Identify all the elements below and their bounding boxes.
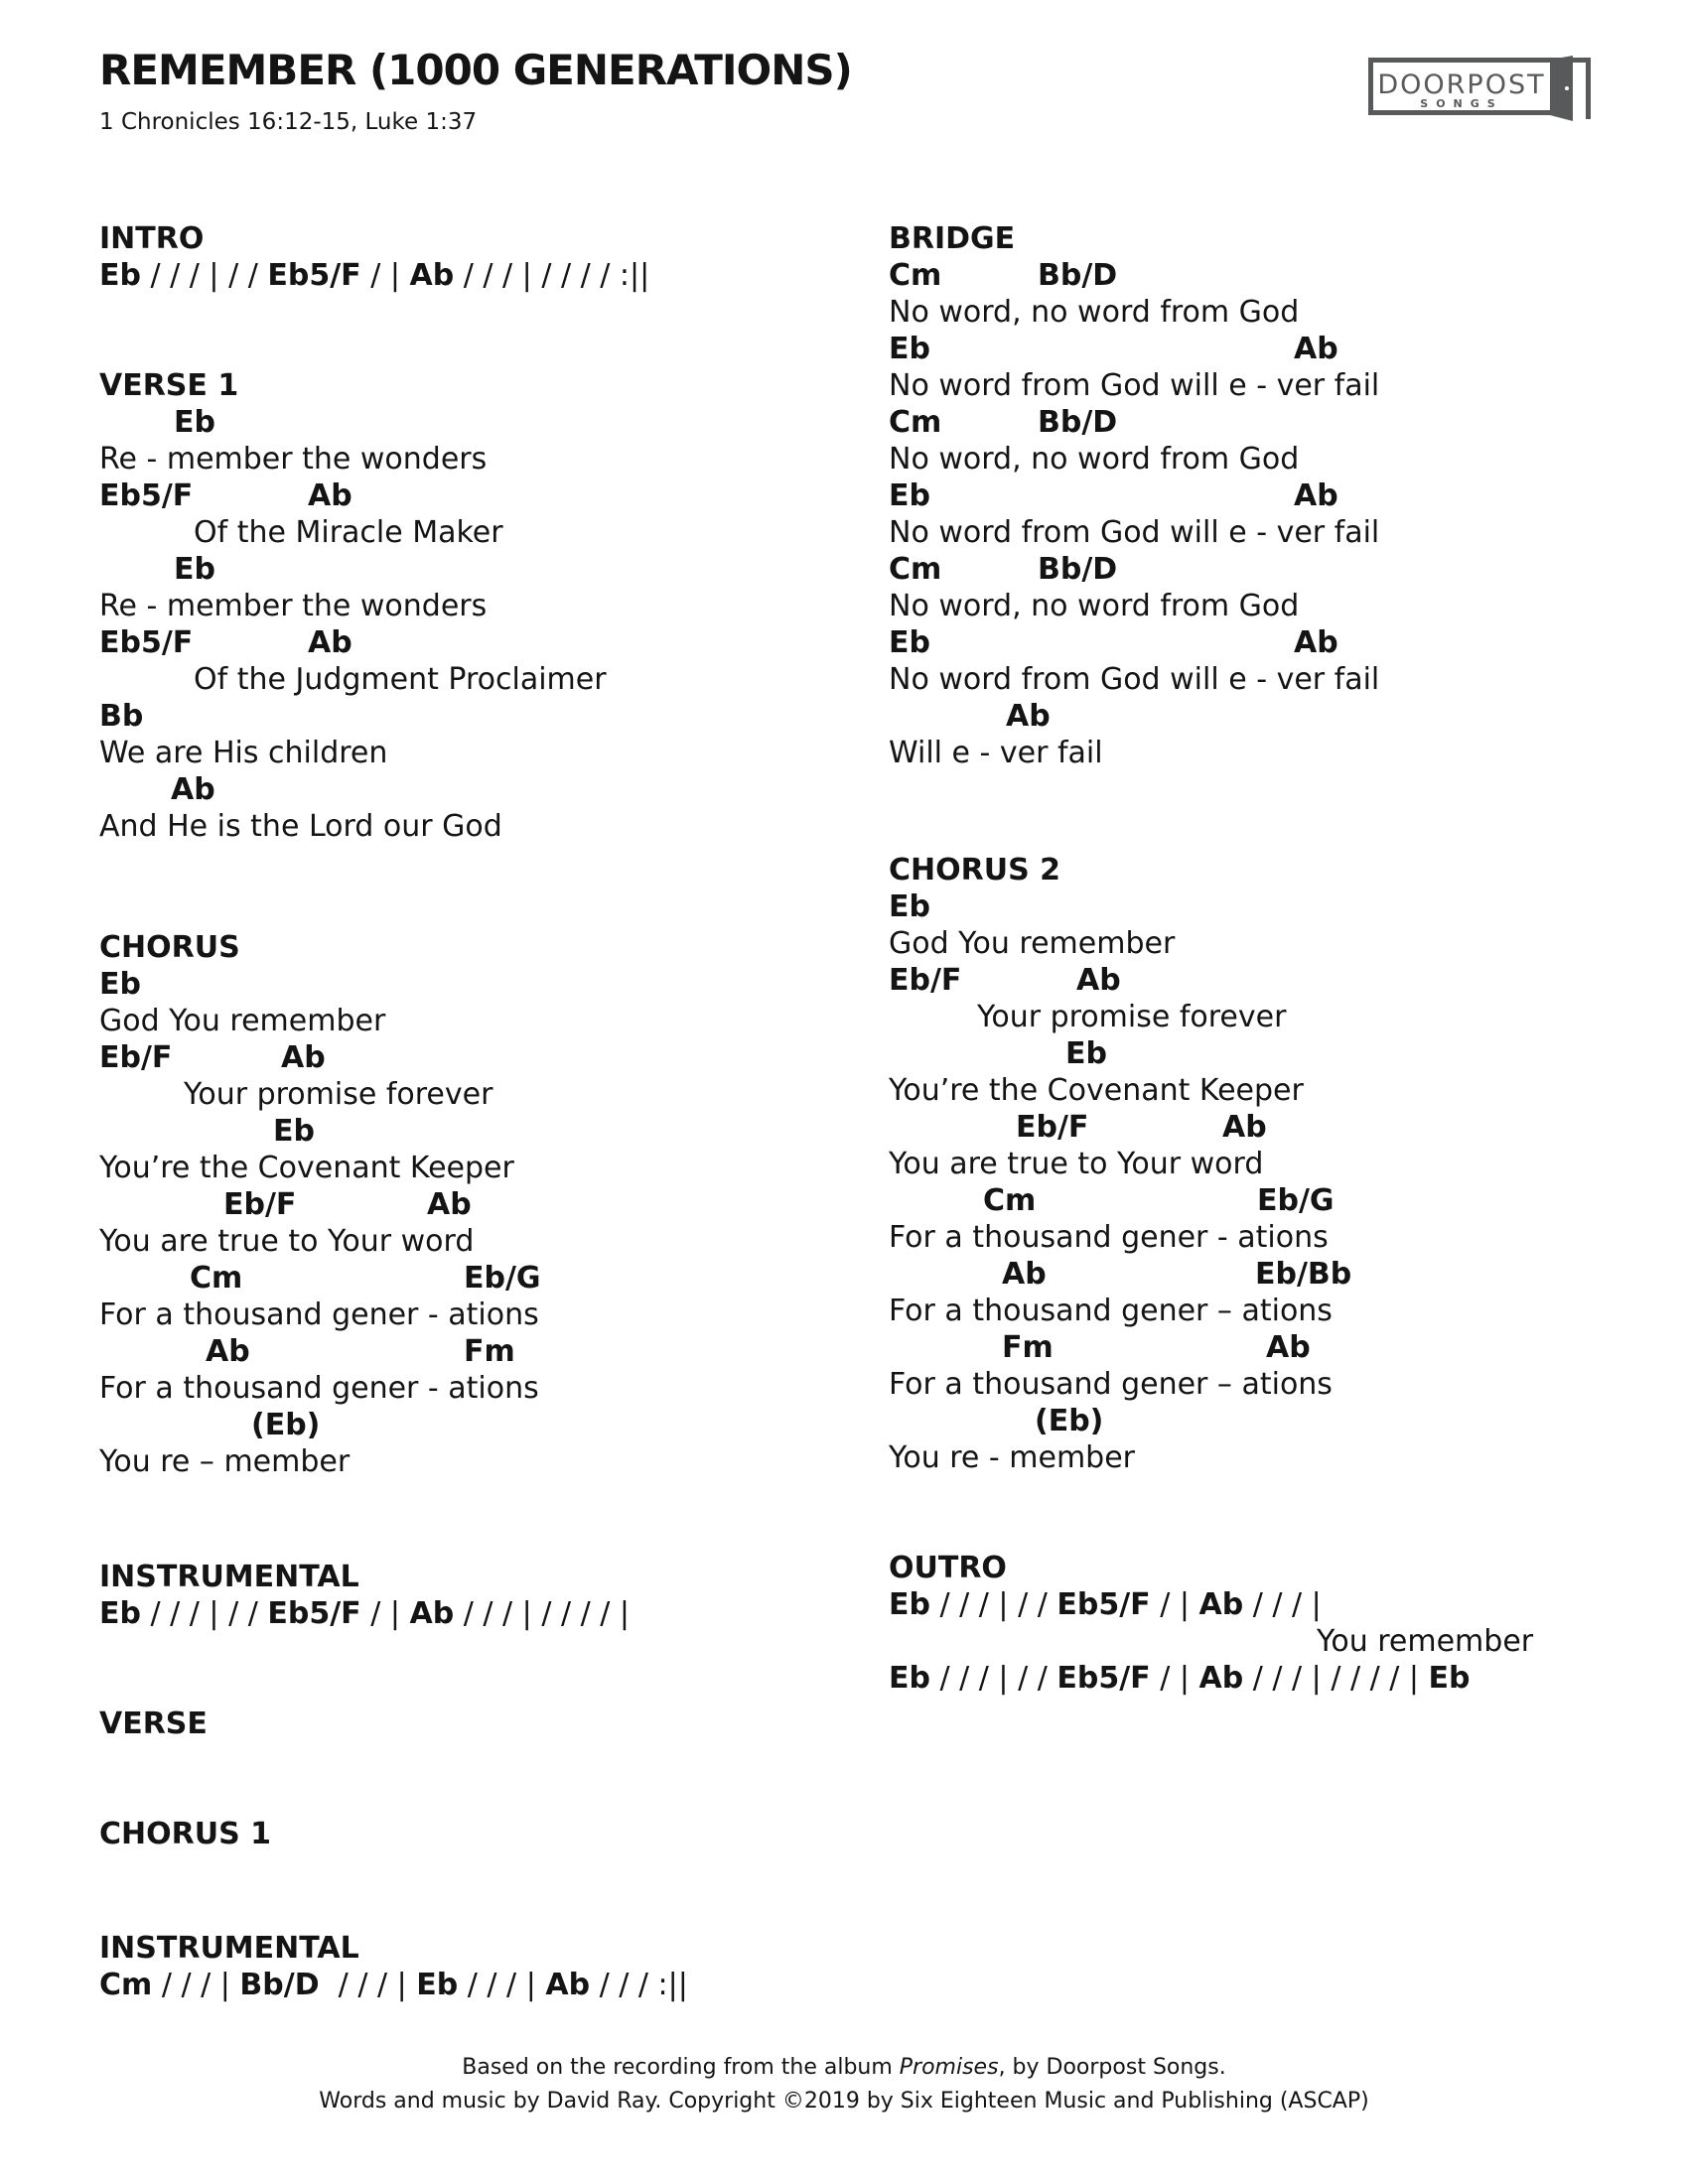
chord: Eb	[889, 1587, 930, 1622]
chord: (Eb)	[251, 1408, 321, 1442]
lyric: You are true to Your word	[889, 1147, 1264, 1181]
lyric-line	[889, 514, 1663, 551]
lyric: For a thousand gener - ations	[99, 1371, 539, 1406]
song-title: REMEMBER (1000 GENERATIONS)	[99, 46, 852, 94]
section-heading: VERSE	[99, 1706, 208, 1741]
chord: Cm	[983, 1183, 1037, 1218]
chord-rhythm-line	[889, 1660, 1663, 1697]
chord: Fm	[1002, 1330, 1054, 1365]
chord: Ab	[1222, 1110, 1267, 1145]
chord-line	[889, 698, 1663, 735]
lyric: You’re the Covenant Keeper	[99, 1151, 514, 1185]
footer-text: , by Doorpost Songs.	[998, 2055, 1226, 2080]
chord: Eb5/F	[99, 478, 194, 513]
lyric: Re - member the wonders	[99, 442, 488, 477]
chord: Eb	[889, 889, 930, 924]
chord: Eb/G	[464, 1261, 541, 1296]
lyric-line	[99, 1076, 874, 1113]
chord-line	[889, 1109, 1663, 1146]
chord: Eb	[273, 1114, 315, 1149]
chord: Bb/D	[1038, 258, 1118, 293]
lyric-line	[889, 1366, 1663, 1403]
rhythm-slashes: / / / | / /	[929, 1587, 1057, 1622]
lyric-line	[889, 294, 1663, 331]
chord-line	[889, 404, 1663, 441]
chord: Ab	[1076, 963, 1121, 998]
rhythm-slashes: / / / | / / / / :||	[454, 258, 650, 293]
chord: Ab	[427, 1187, 472, 1222]
lyric: For a thousand gener - ations	[889, 1220, 1329, 1255]
chord: Ab	[1294, 478, 1338, 513]
chord: Eb	[889, 478, 930, 513]
chord-line	[889, 888, 1663, 925]
logo-subtext: SONGS	[1420, 97, 1503, 110]
lyric-line	[889, 441, 1663, 478]
chord-line	[889, 1403, 1663, 1439]
song-section	[99, 220, 874, 294]
chord: Cm	[99, 1968, 153, 2002]
rhythm-slashes: / / / |	[152, 1968, 240, 2002]
chord: Fm	[464, 1334, 515, 1369]
song-section	[99, 1816, 874, 1852]
song-section	[99, 929, 874, 1480]
chord: Eb/Bb	[1255, 1257, 1352, 1292]
song-section	[99, 1706, 874, 1742]
lyric: No word from God will e - ver fail	[889, 662, 1380, 697]
lyric: For a thousand gener – ations	[889, 1294, 1333, 1328]
lyric-line	[99, 514, 874, 551]
rhythm-slashes: / / / :||	[590, 1968, 688, 2002]
chord: Eb	[889, 625, 930, 660]
section-heading: VERSE 1	[99, 368, 239, 403]
lyric: No word, no word from God	[889, 442, 1300, 477]
chord-line	[99, 771, 874, 808]
rhythm-slashes: / / / |	[1243, 1587, 1322, 1622]
chord: Eb5/F	[1056, 1587, 1151, 1622]
chord: Eb	[889, 332, 930, 366]
chord: Eb5/F	[99, 625, 194, 660]
chord-line	[889, 1256, 1663, 1293]
section-heading: INSTRUMENTAL	[99, 1560, 359, 1594]
chord: Bb	[99, 699, 144, 734]
chord: Eb/F	[1016, 1110, 1089, 1145]
chord: Ab	[1198, 1661, 1244, 1696]
chord: Ab	[281, 1040, 326, 1075]
rhythm-slashes: / |	[360, 1596, 410, 1631]
lyric: No word from God will e - ver fail	[889, 368, 1380, 403]
chord-line	[99, 624, 874, 661]
lyric-line	[99, 1370, 874, 1407]
rhythm-slashes: / / / | / /	[140, 258, 268, 293]
chord: Ab	[1002, 1257, 1047, 1292]
lyric-line	[99, 1443, 874, 1480]
chord-rhythm-line	[99, 1595, 874, 1632]
lyric-line	[889, 1146, 1663, 1182]
lyric: No word, no word from God	[889, 295, 1300, 330]
chord: Cm	[190, 1261, 243, 1296]
rhythm-slashes: / / / |	[319, 1968, 417, 2002]
lyric: For a thousand gener – ations	[889, 1367, 1333, 1402]
lyric-line	[889, 588, 1663, 624]
lyric-line	[889, 1293, 1663, 1329]
chord-line	[99, 1407, 874, 1443]
lyric: For a thousand gener - ations	[99, 1297, 539, 1332]
lyric: You’re the Covenant Keeper	[889, 1073, 1304, 1108]
chord-line	[889, 1329, 1663, 1366]
song-section	[99, 367, 874, 845]
chord: Ab	[409, 1596, 455, 1631]
lyric: Your promise forever	[184, 1077, 493, 1112]
chord-rhythm-line	[889, 1586, 1663, 1623]
column-right	[889, 0, 1663, 2184]
footer-line-1	[0, 2051, 1688, 2085]
chord-line	[99, 404, 874, 441]
lyric-line	[889, 1219, 1663, 1256]
lyric: Will e - ver fail	[889, 736, 1103, 770]
section-heading: BRIDGE	[889, 221, 1016, 256]
chord: Ab	[1198, 1587, 1244, 1622]
lyric-line	[889, 661, 1663, 698]
chord-rhythm-line	[99, 1967, 874, 2003]
footer-text: Based on the recording from the album	[462, 2055, 900, 2080]
chord: Eb5/F	[267, 1596, 361, 1631]
chord: Eb	[416, 1968, 459, 2002]
chord: Ab	[308, 478, 352, 513]
column-left	[99, 0, 874, 2184]
chord-rhythm-line	[99, 257, 874, 294]
lyric-line	[99, 1003, 874, 1039]
chord-line	[889, 624, 1663, 661]
footer	[0, 2051, 1688, 2118]
lyric: You re – member	[99, 1444, 351, 1479]
logo-wordmark: DOORPOST	[1377, 69, 1546, 100]
lyric: God You remember	[99, 1004, 386, 1038]
lyric-line	[99, 661, 874, 698]
chord: Eb	[99, 258, 141, 293]
chord: Ab	[206, 1334, 250, 1369]
lyric-line	[99, 441, 874, 478]
scripture-reference: 1 Chronicles 16:12-15, Luke 1:37	[99, 109, 478, 135]
lyric-line	[99, 1297, 874, 1333]
lyric: Your promise forever	[977, 1000, 1287, 1034]
lyric: No word, no word from God	[889, 589, 1300, 623]
chord: Bb/D	[1038, 405, 1118, 440]
lyric: Re - member the wonders	[99, 589, 488, 623]
chord: Eb	[889, 1661, 930, 1696]
chord: Eb/F	[889, 963, 962, 998]
rhythm-slashes: / / / | / /	[140, 1596, 268, 1631]
chord: Cm	[889, 405, 942, 440]
chord: Ab	[1294, 625, 1338, 660]
lyric: You re - member	[889, 1440, 1136, 1475]
lyric-line	[889, 925, 1663, 962]
lyric-line	[889, 367, 1663, 404]
chord: Ab	[409, 258, 455, 293]
chord: Eb/G	[1257, 1183, 1335, 1218]
lyric-line	[99, 1150, 874, 1186]
chord: Ab	[1006, 699, 1051, 734]
chord: Eb	[99, 1596, 141, 1631]
chord-line	[889, 962, 1663, 999]
chord: Ab	[1266, 1330, 1311, 1365]
section-heading: OUTRO	[889, 1551, 1007, 1585]
rhythm-slashes: / / / | / / / / |	[454, 1596, 630, 1631]
rhythm-slashes: / / / | / / / / |	[1243, 1661, 1429, 1696]
lyric-line	[99, 735, 874, 771]
section-heading: INSTRUMENTAL	[99, 1931, 359, 1966]
lyric: You are true to Your word	[99, 1224, 475, 1259]
lyric-line	[99, 808, 874, 845]
chord-line	[889, 478, 1663, 514]
chord: Eb	[174, 405, 215, 440]
lyric: And He is the Lord our God	[99, 809, 502, 844]
chord: Cm	[889, 552, 942, 587]
chord: Eb	[1065, 1036, 1107, 1071]
chord: Eb5/F	[267, 258, 361, 293]
song-section	[99, 1559, 874, 1632]
section-heading: INTRO	[99, 221, 205, 256]
lyric-line	[889, 1439, 1663, 1476]
section-heading: CHORUS 1	[99, 1817, 272, 1851]
chord-line	[889, 257, 1663, 294]
chord: Eb	[99, 967, 141, 1002]
chord-line	[889, 551, 1663, 588]
rhythm-slashes: / |	[1150, 1587, 1199, 1622]
section-heading: CHORUS 2	[889, 853, 1061, 887]
chord: Ab	[308, 625, 352, 660]
chord: (Eb)	[1035, 1404, 1104, 1438]
album-title: Promises	[899, 2055, 999, 2080]
rhythm-slashes: / |	[360, 258, 410, 293]
rhythm-slashes: / / / | / /	[929, 1661, 1057, 1696]
chord: Eb5/F	[1056, 1661, 1151, 1696]
lyric-line	[99, 1223, 874, 1260]
lyric: Of the Miracle Maker	[194, 515, 503, 550]
section-heading: CHORUS	[99, 930, 240, 965]
rhythm-slashes: / |	[1150, 1661, 1199, 1696]
lyric: Of the Judgment Proclaimer	[194, 662, 607, 697]
rhythm-slashes: / / / |	[458, 1968, 546, 2002]
lyric: God You remember	[889, 926, 1176, 961]
chord-line	[99, 478, 874, 514]
chord: Bb/D	[239, 1968, 320, 2002]
lyric-line	[889, 1623, 1663, 1660]
chord-line	[99, 1113, 874, 1150]
lyric: We are His children	[99, 736, 388, 770]
chord: Bb/D	[1038, 552, 1118, 587]
chord-line	[99, 551, 874, 588]
song-section	[99, 1930, 874, 2003]
chord-line	[889, 1182, 1663, 1219]
chord: Ab	[1294, 332, 1338, 366]
chord-line	[99, 1186, 874, 1223]
lyric-line	[889, 1072, 1663, 1109]
chord-line	[889, 331, 1663, 367]
chord: Ab	[171, 772, 215, 807]
chord: Eb	[1428, 1661, 1471, 1696]
chord: Cm	[889, 258, 942, 293]
chord-line	[99, 1039, 874, 1076]
chord-line	[99, 1333, 874, 1370]
lyric-line	[889, 735, 1663, 771]
song-section	[889, 1550, 1663, 1697]
song-section	[889, 852, 1663, 1476]
chord-line	[889, 1035, 1663, 1072]
lyric-line	[889, 999, 1663, 1035]
chord-line	[99, 1260, 874, 1297]
footer-line-2: Words and music by David Ray. Copyright ©2019 by Six Eighteen Music and Publishing (ASCAP)	[319, 2089, 1369, 2114]
chord: Eb	[174, 552, 215, 587]
chord: Eb/F	[99, 1040, 173, 1075]
song-section	[889, 220, 1663, 771]
lyric: No word from God will e - ver fail	[889, 515, 1380, 550]
lyric-line	[99, 588, 874, 624]
chord-line	[99, 698, 874, 735]
lyric: You remember	[1317, 1624, 1534, 1659]
chord: Ab	[545, 1968, 591, 2002]
chord-line	[99, 966, 874, 1003]
chord: Eb/F	[223, 1187, 297, 1222]
